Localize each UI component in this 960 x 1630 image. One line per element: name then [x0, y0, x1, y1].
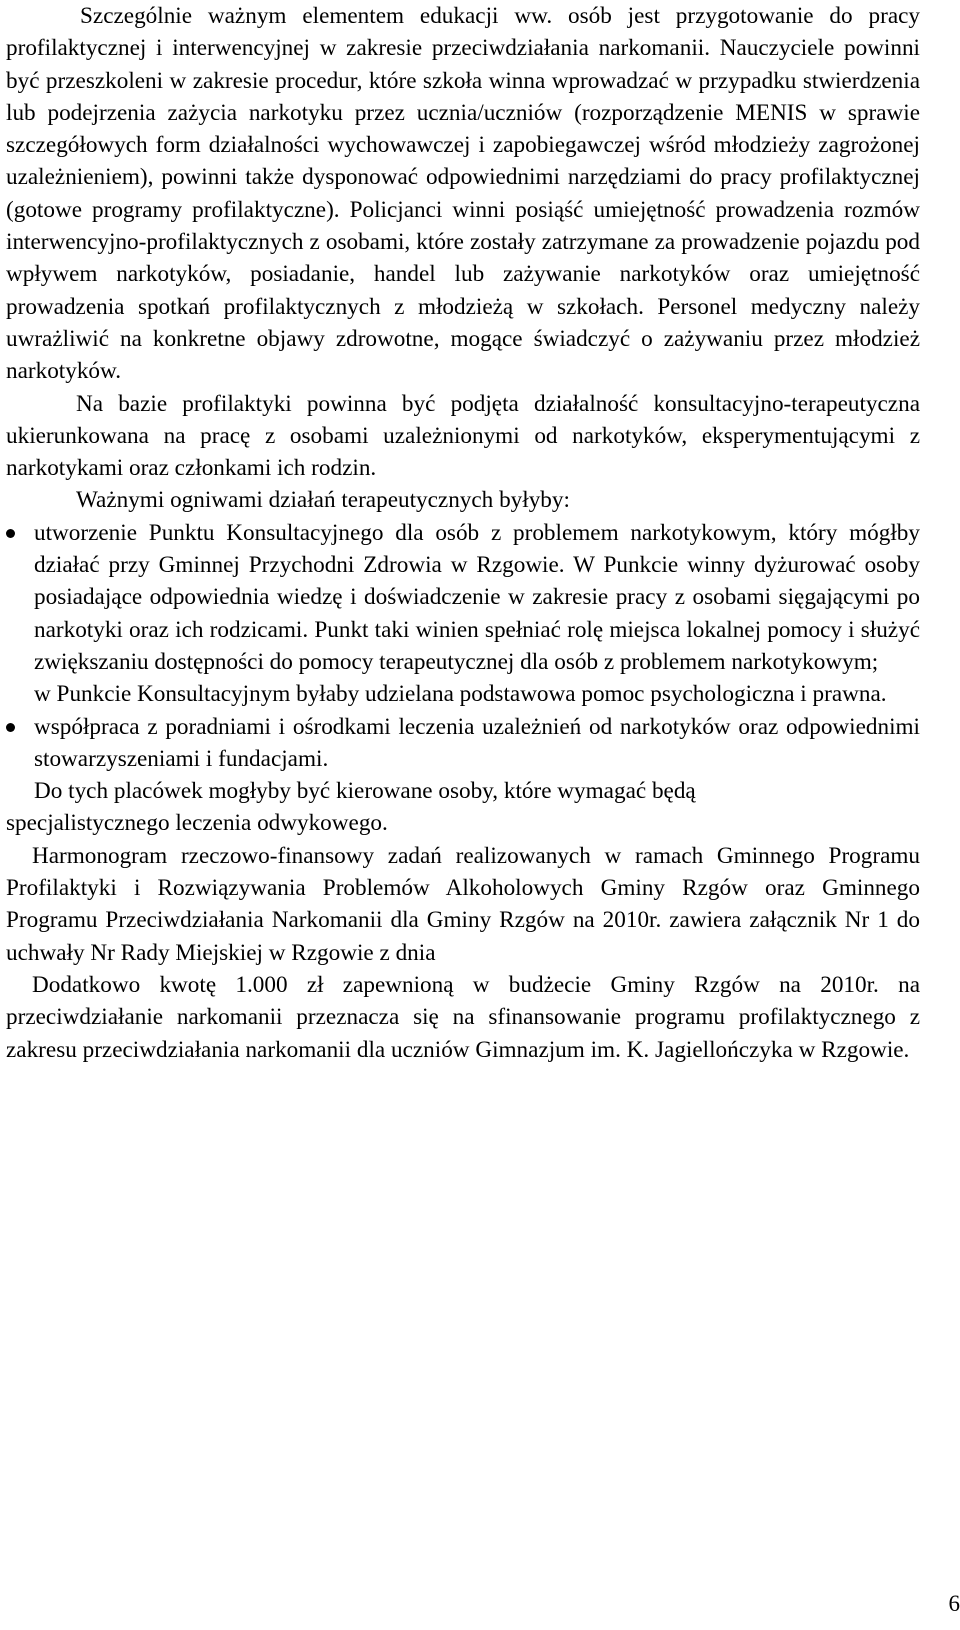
bullet-icon: [6, 529, 15, 538]
bullet-list: [6, 517, 920, 808]
list-item: [6, 517, 920, 711]
list-item: [6, 711, 920, 808]
paragraph-therapy-intro: Ważnymi ogniwami działań terapeutycznych byłyby:: [76, 487, 570, 514]
bullet-icon: [6, 723, 15, 732]
paragraph-schedule: Harmonogram rzeczowo-finansowy zadań realizowanych w ramach Gminnego Programu Profilaktyki i Rozwiązywania Problemów Alkoholowych Gminy Rzgów oraz Gminnego Programu Przeciwdziałania Narkomanii dla Gminy Rzgów na 2010r. zawiera załącznik Nr 1 do uchwały Nr Rady Miejskiej w Rzgowie z dnia: [6, 842, 920, 966]
paragraph-continuation: specjalistycznego leczenia odwykowego.: [6, 810, 388, 837]
paragraph-funding: Dodatkowo kwotę 1.000 zł zapewnioną w budżecie Gminy Rzgów na 2010r. na przeciwdziałanie narkomanii przeznacza się na sfinansowanie programu profilaktycznego z zakresu przeciwdziałania narkomanii dla uczniów Gimnazjum im. K. Jagiellończyka w Rzgowie.: [6, 971, 920, 1063]
paragraph-consultation: Na bazie profilaktyki powinna być podjęta działalność konsultacyjno-terapeutyczna ukierunkowana na pracę z osobami uzależnionymi od narkotyków, eksperymentującymi z narkotykami oraz członkami ich rodzin.: [6, 390, 920, 482]
paragraph-education: Szczególnie ważnym elementem edukacji ww. osób jest przygotowanie do pracy profilaktycznej i interwencyjnej w zakresie przeciwdziałania narkomanii. Nauczyciele powinni być przeszkoleni w zakresie procedur, które szkoła winna wprowadzać w przypadku stwierdzenia lub podejrzenia zażycia narkotyku przez ucznia/uczniów (rozporządzenie MENIS w sprawie szczegółowych form działalności wychowawczej i zapobiegawczej wśród młodzieży zagrożonej uzależnieniem), powinni także dysponować odpowiednimi narzędziami do pracy profilaktycznej (gotowe programy profilaktyczne). Policjanci winni posiąść umiejętność prowadzenia rozmów interwencyjno-profilaktycznych z osobami, które zostały zatrzymane za prowadzenie pojazdu pod wpływem narkotyków, posiadanie, handel lub zażywanie narkotyków oraz umiejętność prowadzenia spotkań profilaktycznych z młodzieżą w szkołach. Personel medyczny należy uwrażliwić na konkretne objawy zdrowotne, mogące świadczyć o zażywaniu przez młodzież narkotyków.: [6, 3, 920, 385]
document-page: [6, 0, 920, 1066]
bullet-text: Do tych placówek mogłyby być kierowane osoby, które wymagać będą: [34, 778, 696, 805]
bullet-text: współpraca z poradniami i ośrodkami leczenia uzależnień od narkotyków oraz odpowiednimi stowarzyszeniami i fundacjami.: [34, 713, 920, 772]
bullet-text: w Punkcie Konsultacyjnym byłaby udzielana podstawowa pomoc psychologiczna i prawna.: [34, 681, 887, 708]
page-number: 6: [948, 1591, 960, 1616]
bullet-text: utworzenie Punktu Konsultacyjnego dla osób z problemem narkotykowym, który mógłby działać przy Gminnej Przychodni Zdrowia w Rzgowie. W Punkcie winny dyżurować osoby posiadające odpowiednia wiedzę i doświadczenie w zakresie pracy z osobami sięgającymi po narkotyki oraz ich rodzicami. Punkt taki winien spełniać rolę miejsca lokalnej pomocy i służyć zwiększaniu dostępności do pomocy terapeutycznej dla osób z problemem narkotykowym;: [34, 519, 920, 675]
